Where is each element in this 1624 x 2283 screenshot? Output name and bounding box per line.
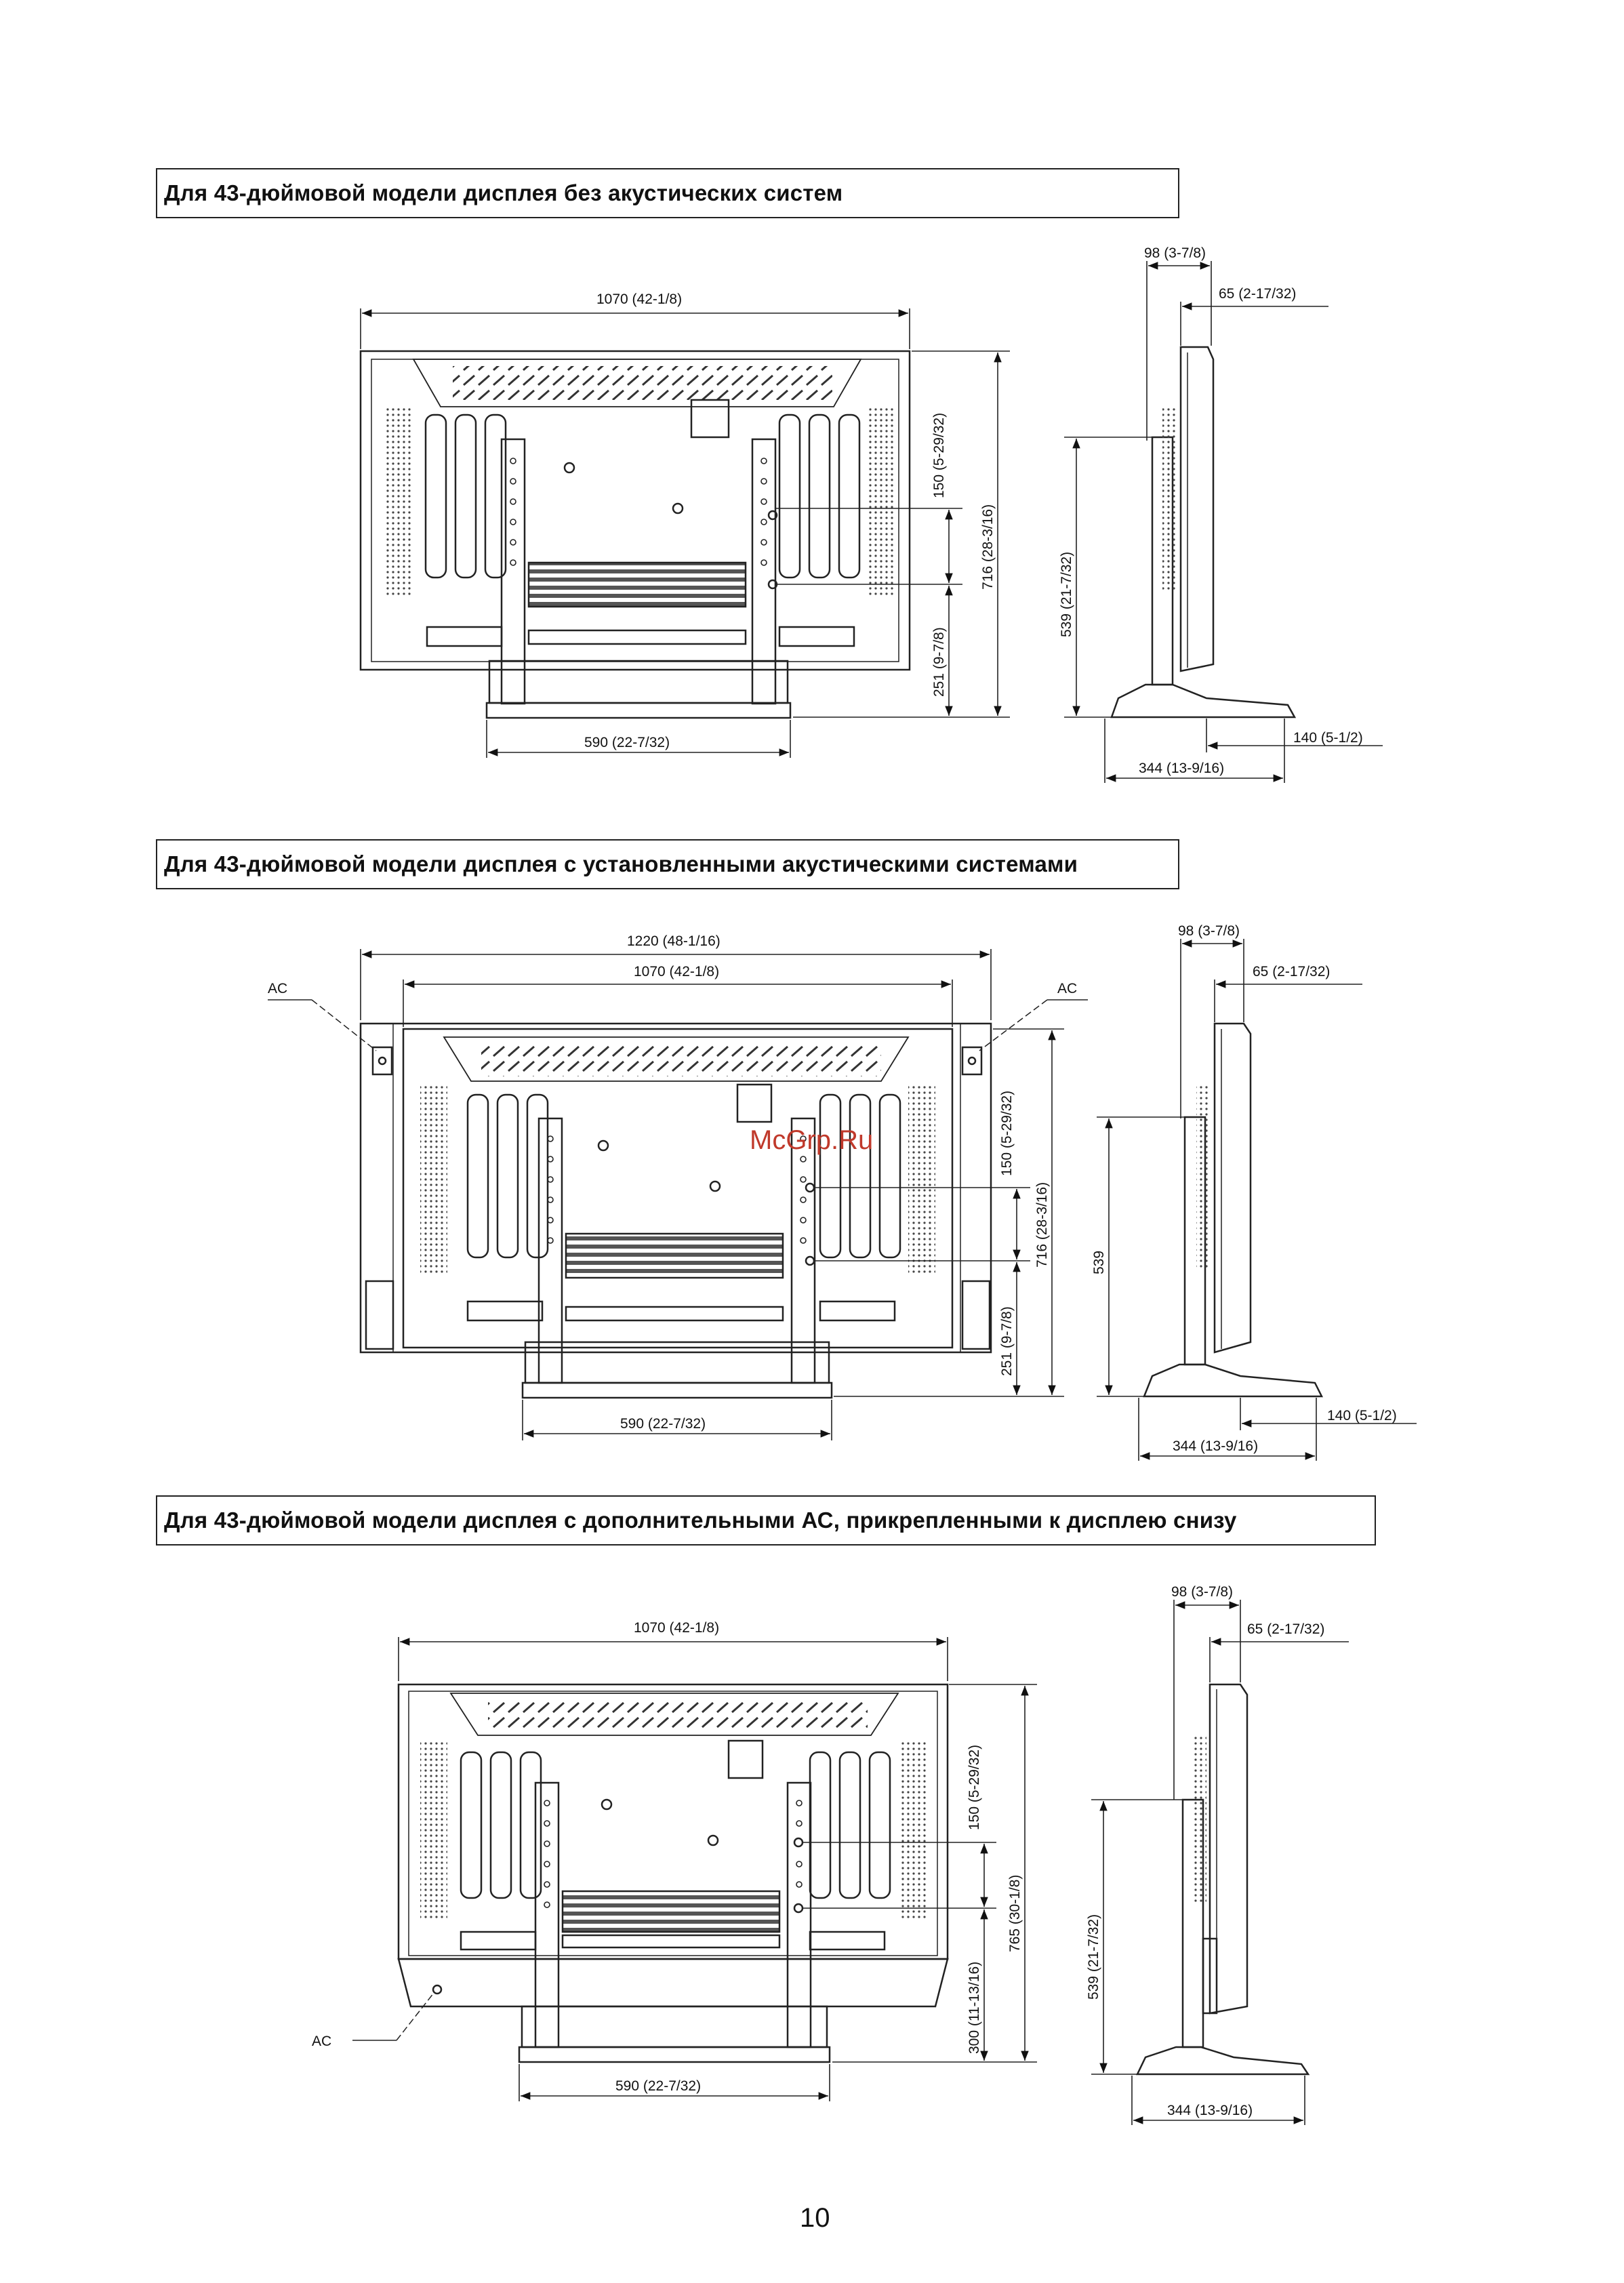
s2-depth-top-label: 98 (3-7/8)	[1178, 923, 1240, 939]
s1-panel-depth-label: 65 (2-17/32)	[1219, 286, 1297, 302]
section-2-side-view	[1144, 1024, 1322, 1396]
s2-panel-depth-label: 65 (2-17/32)	[1253, 964, 1331, 979]
s1-depth-top-label: 98 (3-7/8)	[1144, 245, 1206, 261]
s3-side-height-label: 539 (21-7/32)	[1086, 1914, 1101, 2000]
section-1-rear-view	[361, 351, 910, 718]
watermark: McGrp.Ru	[750, 1125, 874, 1155]
s2-mount-spacing-label: 150 (5-29/32)	[999, 1090, 1015, 1176]
s2-width-label: 1070 (42-1/8)	[634, 964, 720, 979]
s2-stand-width-label: 590 (22-7/32)	[620, 1416, 706, 1432]
s1-mount-spacing-label: 150 (5-29/32)	[931, 412, 947, 498]
s1-base-depth-label: 344 (13-9/16)	[1139, 761, 1225, 776]
s2-ac-right-label: AC	[1057, 981, 1078, 996]
section-2-rear-view	[268, 1000, 1088, 1398]
section-3-title: Для 43-дюймовой модели дисплея с дополнительными АС, прикрепленными к дисплею снизу	[164, 1508, 1237, 1533]
s2-base-depth-label: 344 (13-9/16)	[1173, 1438, 1259, 1454]
s2-ac-left-label: AC	[268, 981, 288, 996]
section-2-title: Для 43-дюймовой модели дисплея с установленными акустическими системами	[164, 851, 1078, 876]
s1-side-height-label: 539 (21-7/32)	[1059, 551, 1074, 637]
s3-width-label: 1070 (42-1/8)	[634, 1620, 720, 1636]
section-3-side-view	[1137, 1684, 1308, 2074]
s2-side-height-label: 539	[1091, 1250, 1107, 1274]
section-1-title: Для 43-дюймовой модели дисплея без акустических систем	[164, 180, 843, 205]
s3-mount-spacing-label: 150 (5-29/32)	[967, 1744, 982, 1830]
s2-overall-width-label: 1220 (48-1/16)	[627, 933, 720, 949]
s3-mount-height-label: 300 (11-13/16)	[967, 1961, 982, 2054]
section-3-rear-view	[352, 1684, 948, 2062]
s1-height-label: 716 (28-3/16)	[980, 504, 996, 590]
s1-width-label: 1070 (42-1/8)	[596, 291, 683, 307]
s1-base-front-label: 140 (5-1/2)	[1293, 730, 1363, 746]
s1-mount-height-label: 251 (9-7/8)	[931, 627, 947, 697]
s3-stand-width-label: 590 (22-7/32)	[615, 2078, 702, 2094]
s3-height-label: 765 (30-1/8)	[1007, 1874, 1023, 1952]
s2-mount-height-label: 251 (9-7/8)	[999, 1306, 1015, 1376]
s3-depth-top-label: 98 (3-7/8)	[1171, 1584, 1234, 1600]
s3-ac-label: AC	[312, 2034, 332, 2049]
s2-base-front-label: 140 (5-1/2)	[1327, 1408, 1397, 1423]
s2-height-label: 716 (28-3/16)	[1034, 1181, 1050, 1268]
s3-base-depth-label: 344 (13-9/16)	[1167, 2103, 1253, 2118]
s1-stand-width-label: 590 (22-7/32)	[584, 735, 670, 750]
section-1-side-view	[1112, 347, 1295, 717]
s3-panel-depth-label: 65 (2-17/32)	[1247, 1621, 1325, 1637]
page-number: 10	[800, 2203, 830, 2233]
